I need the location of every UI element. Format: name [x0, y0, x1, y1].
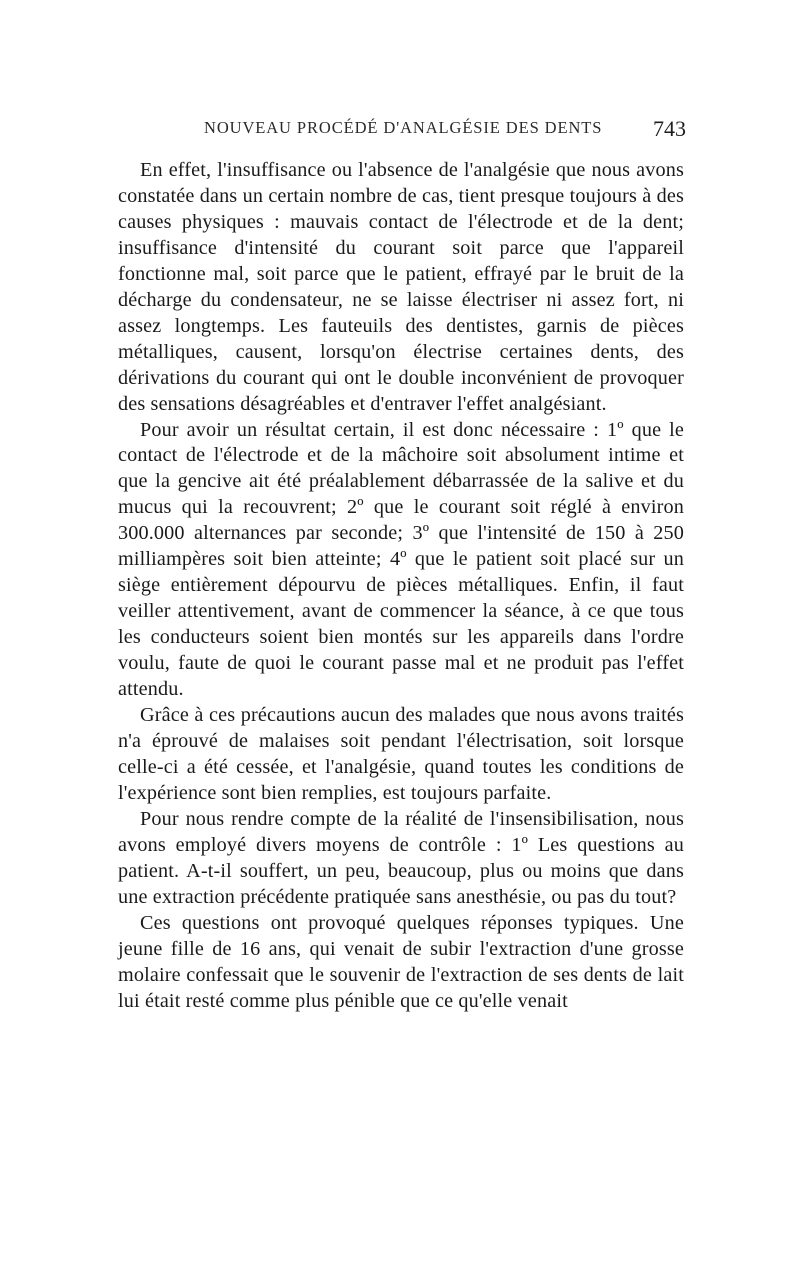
paragraph: En effet, l'insuffisance ou l'absence de l'analgésie que nous avons constatée dans un certain nombre de cas, tient presque toujours à des causes physiques : mauvais contact de l'électrode et de la dent; insuffisance d'intensité du courant soit parce que l'appareil fonctionne mal, soit parce que le patient, effrayé par le bruit de la décharge du condensateur, ne se laisse électriser ni assez fort, ni assez longtemps. Les fauteuils des dentistes, garnis de pièces métalliques, causent, lorsqu'on électrise certaines dents, des dérivations du courant qui ont le double inconvénient de provoquer des sensations désagréables et d'entraver l'effet analgésiant. [118, 159, 684, 415]
paragraph: Grâce à ces précautions aucun des malades que nous avons traités n'a éprouvé de malaises soit pendant l'électrisation, soit lorsque celle-ci a été cessée, et l'analgésie, quand toutes les conditions de l'expérience sont bien remplies, est toujours parfaite. [118, 704, 684, 804]
paragraph: Pour nous rendre compte de la réalité de l'insensibilisation, nous avons employé divers moyens de contrôle : 1º Les questions au patient. A-t-il souffert, un peu, beaucoup, plus ou moins que dans une extraction précédente pratiquée sans anesthésie, ou pas du tout? [118, 807, 684, 908]
paragraph: Pour avoir un résultat certain, il est donc nécessaire : 1º que le contact de l'électrode et de la mâchoire soit absolument intime et que la gencive ait été préalablement débarrassée de la salive et du mucus qui la recouvrent; 2º que le courant soit réglé à environ 300.000 alternances par seconde; 3º que l'intensité de 150 à 250 milliampères soit bien atteinte; 4º que le patient soit placé sur un siège entièrement dépourvu de pièces métalliques. Enfin, il faut veiller attentivement, avant de commencer la séance, à ce que tous les conducteurs soient bien montés sur les appareils dans l'ordre voulu, faute de quoi le courant passe mal et ne produit pas l'effet attendu. [118, 418, 684, 701]
paragraph: Ces questions ont provoqué quelques réponses typiques. Une jeune fille de 16 ans, qui venait de subir l'extraction d'une grosse molaire confessait que le souvenir de l'extraction de ses dents de lait lui était resté comme plus pénible que ce qu'elle venait [118, 911, 684, 1012]
page-number: 743 [653, 116, 686, 141]
running-title: NOUVEAU PROCÉDÉ D'ANALGÉSIE DES DENTS [204, 118, 603, 137]
body-text [118, 158, 684, 1014]
running-head [118, 118, 686, 142]
